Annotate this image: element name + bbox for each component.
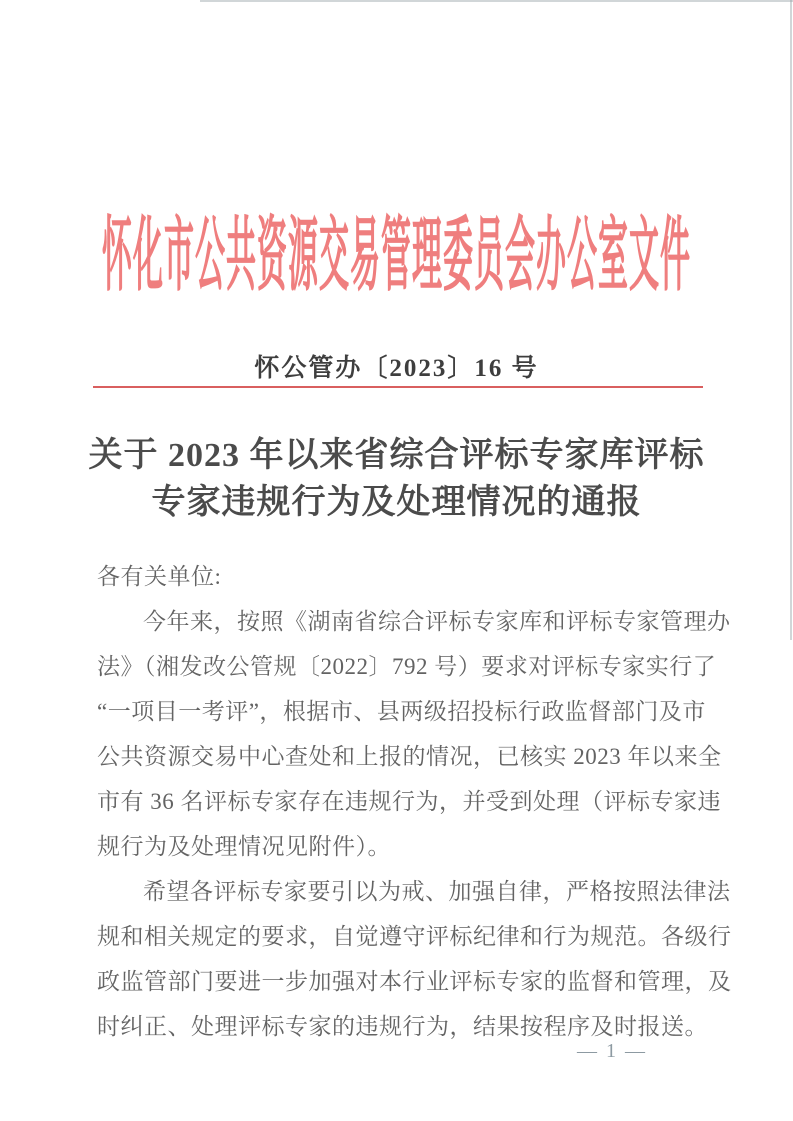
paragraph2-line: 希望各评标专家要引以为戒、加强自律，严格按照法律法 — [143, 879, 731, 904]
paragraph1-line: 规行为及处理情况见附件）。 — [97, 834, 391, 859]
paragraph2-line: 政监管部门要进一步加强对本行业评标专家的监督和管理，及 — [97, 969, 732, 994]
scan-artifact-top — [200, 0, 793, 2]
paragraph2-line: 时纠正、处理评标专家的违规行为，结果按程序及时报送。 — [97, 1014, 708, 1039]
paragraph2-line: 规和相关规定的要求，自觉遵守评标纪律和行为规范。各级行 — [97, 924, 732, 949]
red-divider-line — [93, 386, 703, 388]
doc-number: 怀公管办〔2023〕16 号 — [254, 355, 539, 382]
scan-artifact-right — [790, 0, 792, 640]
doc-title-line-2: 专家违规行为及处理情况的通报 — [151, 484, 642, 521]
paragraph1-line: 市有 36 名评标专家存在违规行为，并受到处理（评标专家违 — [97, 789, 721, 814]
paragraph1-line: “一项目一考评”，根据市、县两级招投标行政监督部门及市 — [97, 699, 706, 724]
doc-title — [0, 432, 793, 526]
body-text — [97, 554, 732, 1049]
red-header-banner — [0, 198, 793, 302]
paragraph1-line: 今年来，按照《湖南省综合评标专家库和评标专家管理办 — [143, 609, 731, 634]
page-number: — 1 — — [577, 1040, 647, 1062]
org-header-title: 怀化市公共资源交易管理委员会办公室文件 — [102, 212, 691, 302]
doc-title-line-1: 关于 2023 年以来省综合评标专家库评标 — [88, 437, 705, 474]
salutation: 各有关单位: — [97, 564, 222, 589]
paragraph1-line: 法》（湘发改公管规〔2022〕792 号）要求对评标专家实行了 — [97, 654, 717, 679]
paragraph1-line: 公共资源交易中心查处和上报的情况，已核实 2023 年以来全 — [97, 744, 722, 769]
